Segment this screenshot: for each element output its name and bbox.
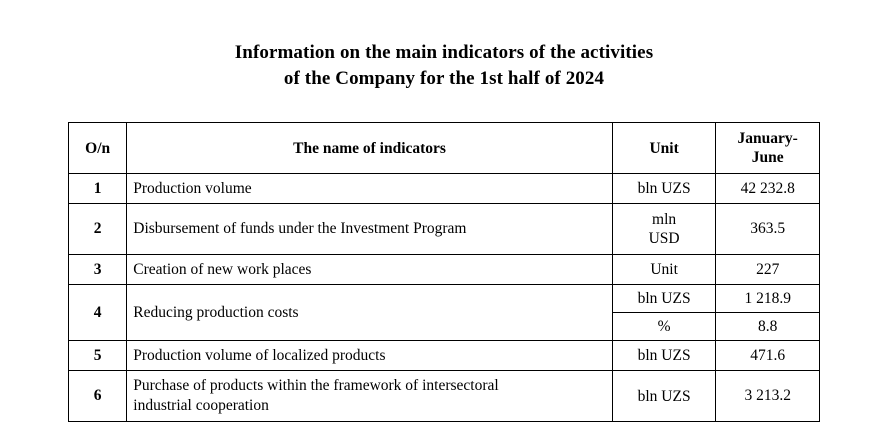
row-number: 2 <box>69 204 127 255</box>
row-indicator-name: Disbursement of funds under the Investment Program <box>127 204 613 255</box>
row-value: 42 232.8 <box>716 174 820 204</box>
row-number: 1 <box>69 174 127 204</box>
row-indicator-name-line-1: Purchase of products within the framework of intersectoral <box>133 377 499 394</box>
table-row <box>69 371 820 422</box>
row-unit: bln UZS <box>612 285 716 313</box>
row-indicator-name: Creation of new work places <box>127 255 613 285</box>
row-value: 8.8 <box>716 313 820 341</box>
row-unit: bln UZS <box>612 174 716 204</box>
row-indicator-name: Production volume <box>127 174 613 204</box>
row-unit <box>612 204 716 255</box>
table-header <box>69 123 820 174</box>
row-unit-line-1: mln <box>652 211 677 228</box>
table-header-row <box>69 123 820 174</box>
table-row <box>69 341 820 371</box>
table-body <box>69 174 820 422</box>
column-header-period <box>716 123 820 174</box>
table-row <box>69 174 820 204</box>
indicators-table <box>68 122 820 422</box>
column-header-period-line-2: June <box>751 149 784 166</box>
column-header-period-line-1: January- <box>737 130 798 147</box>
column-header-name: The name of indicators <box>127 123 613 174</box>
column-header-unit: Unit <box>612 123 716 174</box>
page-title <box>0 0 888 92</box>
row-number: 5 <box>69 341 127 371</box>
row-value: 471.6 <box>716 341 820 371</box>
row-value: 227 <box>716 255 820 285</box>
indicators-table-container <box>0 122 888 422</box>
row-indicator-name <box>127 371 613 422</box>
row-value: 363.5 <box>716 204 820 255</box>
row-value: 1 218.9 <box>716 285 820 313</box>
row-indicator-name: Production volume of localized products <box>127 341 613 371</box>
row-indicator-name-line-2: industrial cooperation <box>133 397 269 414</box>
row-unit-line-2: USD <box>648 230 680 247</box>
row-number: 4 <box>69 285 127 341</box>
row-unit: Unit <box>612 255 716 285</box>
row-unit: bln UZS <box>612 371 716 422</box>
page-title-line-2: of the Company for the 1st half of 2024 <box>283 68 605 89</box>
row-unit: % <box>612 313 716 341</box>
page-title-line-1: Information on the main indicators of the activities <box>234 42 654 63</box>
column-header-no: O/n <box>69 123 127 174</box>
row-value: 3 213.2 <box>716 371 820 422</box>
row-number: 6 <box>69 371 127 422</box>
table-row <box>69 285 820 313</box>
table-row <box>69 204 820 255</box>
table-row <box>69 255 820 285</box>
row-unit: bln UZS <box>612 341 716 371</box>
row-number: 3 <box>69 255 127 285</box>
row-indicator-name: Reducing production costs <box>127 285 613 341</box>
